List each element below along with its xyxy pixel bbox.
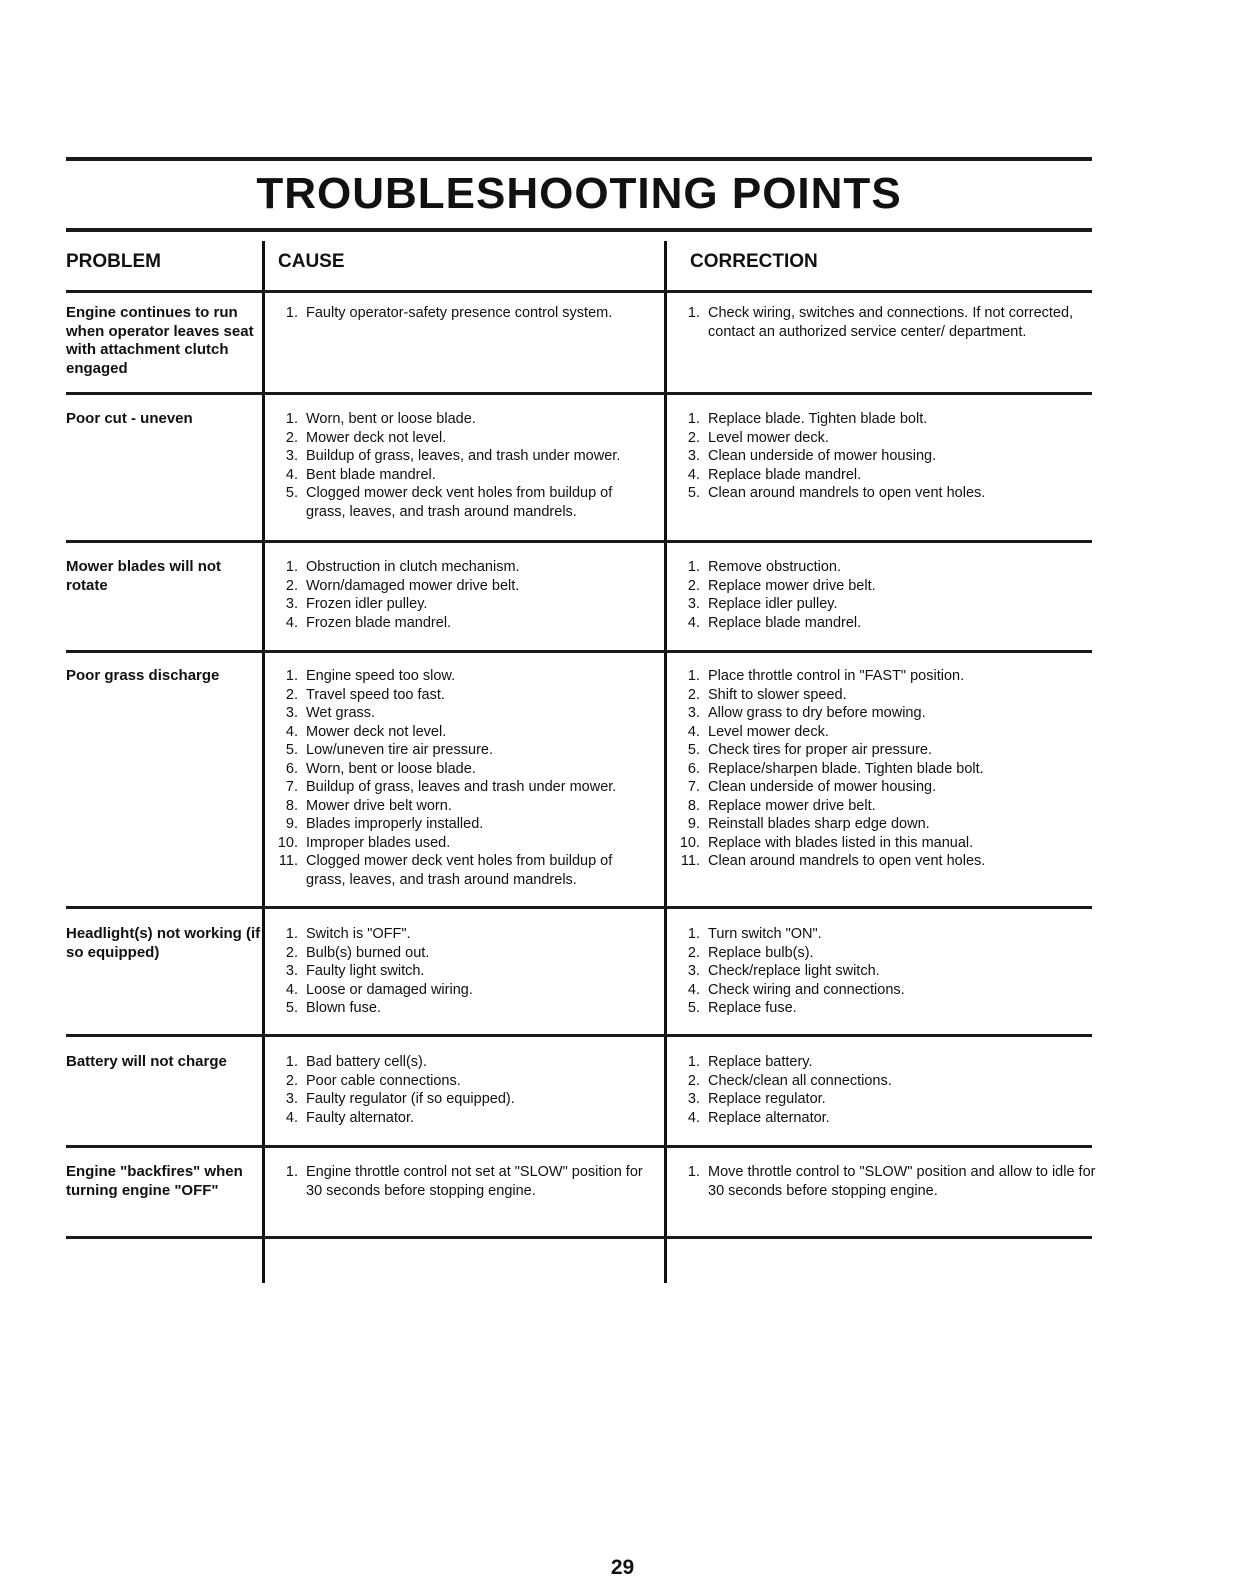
item-number: 2. xyxy=(285,1072,298,1089)
page-title: TROUBLESHOOTING POINTS xyxy=(256,169,902,218)
item-number: 1. xyxy=(687,1054,700,1070)
correction-item xyxy=(676,704,1096,723)
item-text: Poor cable connections. xyxy=(306,1072,461,1089)
cause-item xyxy=(274,1109,654,1128)
item-number: 7. xyxy=(687,779,700,795)
correction-item xyxy=(676,797,1096,816)
item-text: Check wiring, switches and connections. If not corrected, contact an authorized service center/ department. xyxy=(708,305,1074,340)
item-text: Bad battery cell(s). xyxy=(306,1054,427,1070)
correction-item xyxy=(676,834,1096,853)
item-text: Allow grass to dry before mowing. xyxy=(708,705,926,721)
item-text: Worn/damaged mower drive belt. xyxy=(306,577,520,594)
cause-item xyxy=(274,577,654,596)
correction-item xyxy=(676,304,1096,341)
item-number: 1. xyxy=(285,411,298,427)
item-text: Switch is "OFF". xyxy=(306,926,411,942)
correction-list xyxy=(676,1163,1096,1200)
cause-item xyxy=(274,741,654,760)
cause-list xyxy=(274,558,654,632)
correction-item xyxy=(676,760,1096,779)
item-text: Frozen idler pulley. xyxy=(306,596,428,612)
item-number: 8. xyxy=(687,797,700,814)
problem-text: Battery will not charge xyxy=(66,1053,227,1070)
item-number: 1. xyxy=(687,926,700,942)
item-text: Travel speed too fast. xyxy=(306,686,445,703)
item-text: Clean around mandrels to open vent holes. xyxy=(708,485,986,501)
title-top-rule xyxy=(66,157,1092,161)
cause-item xyxy=(274,962,654,981)
row-separator xyxy=(66,1034,1092,1037)
cause-item xyxy=(274,852,654,889)
item-text: Mower deck not level. xyxy=(306,429,447,446)
cause-item xyxy=(274,595,654,614)
item-number: 5. xyxy=(285,1000,298,1016)
correction-item xyxy=(676,1163,1096,1200)
problem-text: Poor cut - uneven xyxy=(66,410,193,427)
item-text: Reinstall blades sharp edge down. xyxy=(708,816,930,832)
item-text: Faulty alternator. xyxy=(306,1109,414,1126)
cause-list xyxy=(274,304,654,323)
problem-text: Engine "backfires" when turning engine "OFF" xyxy=(66,1163,243,1199)
item-number: 4. xyxy=(285,981,298,998)
correction-item xyxy=(676,981,1096,1000)
cause-item xyxy=(274,944,654,963)
correction-item xyxy=(676,741,1096,760)
item-number: 4. xyxy=(687,614,700,631)
correction-item xyxy=(676,686,1096,705)
item-number: 9. xyxy=(285,816,298,832)
item-number: 5. xyxy=(285,742,298,758)
item-number: 1. xyxy=(285,926,298,942)
item-number: 2. xyxy=(285,577,298,594)
item-number: 3. xyxy=(687,705,700,721)
item-number: 5. xyxy=(687,1000,700,1016)
item-number: 4. xyxy=(285,614,298,631)
correction-item xyxy=(676,614,1096,633)
item-text: Improper blades used. xyxy=(306,834,451,851)
cause-item xyxy=(274,667,654,686)
cause-item xyxy=(274,981,654,1000)
correction-item xyxy=(676,1090,1096,1109)
item-text: Clean underside of mower housing. xyxy=(708,779,937,795)
cause-list xyxy=(274,667,654,889)
cause-item xyxy=(274,1053,654,1072)
cause-item xyxy=(274,1090,654,1109)
item-text: Replace with blades listed in this manual. xyxy=(708,834,974,851)
item-text: Replace/sharpen blade. Tighten blade bolt. xyxy=(708,760,984,777)
cause-item xyxy=(274,760,654,779)
problem-text: Mower blades will not rotate xyxy=(66,558,222,594)
item-number: 1. xyxy=(687,1164,700,1180)
header-cause: CAUSE xyxy=(278,251,345,272)
cause-item xyxy=(274,484,654,521)
item-number: 1. xyxy=(285,559,298,575)
correction-item xyxy=(676,558,1096,577)
correction-item xyxy=(676,778,1096,797)
item-text: Engine throttle control not set at "SLOW" position for 30 seconds before stopping engine. xyxy=(306,1164,643,1199)
cause-item xyxy=(274,778,654,797)
item-text: Level mower deck. xyxy=(708,429,829,446)
cause-item xyxy=(274,815,654,834)
item-text: Replace regulator. xyxy=(708,1091,826,1107)
header-rule xyxy=(66,290,1092,293)
item-text: Replace fuse. xyxy=(708,1000,797,1016)
item-number: 2. xyxy=(687,686,700,703)
correction-list xyxy=(676,925,1096,1018)
cause-item xyxy=(274,704,654,723)
correction-item xyxy=(676,484,1096,503)
item-text: Level mower deck. xyxy=(708,723,829,740)
item-text: Turn switch "ON". xyxy=(708,926,822,942)
correction-item xyxy=(676,1072,1096,1091)
correction-item xyxy=(676,577,1096,596)
correction-item xyxy=(676,815,1096,834)
cause-item xyxy=(274,466,654,485)
correction-list xyxy=(676,667,1096,871)
row-separator xyxy=(66,540,1092,543)
cause-item xyxy=(274,1072,654,1091)
item-number: 4. xyxy=(285,723,298,740)
correction-item xyxy=(676,410,1096,429)
item-text: Check wiring and connections. xyxy=(708,981,905,998)
correction-item xyxy=(676,1053,1096,1072)
cause-list xyxy=(274,925,654,1018)
item-number: 3. xyxy=(687,448,700,464)
correction-item xyxy=(676,852,1096,871)
item-text: Faulty operator-safety presence control system. xyxy=(306,305,613,321)
item-text: Faulty light switch. xyxy=(306,963,425,979)
column-divider-right xyxy=(664,241,667,1283)
page-number: 29 xyxy=(610,1556,635,1579)
cause-list xyxy=(274,410,654,521)
item-number: 3. xyxy=(285,448,298,464)
item-text: Replace bulb(s). xyxy=(708,944,814,961)
cause-item xyxy=(274,410,654,429)
item-text: Replace mower drive belt. xyxy=(708,577,876,594)
item-text: Replace idler pulley. xyxy=(708,596,838,612)
item-number: 9. xyxy=(687,816,700,832)
correction-item xyxy=(676,466,1096,485)
row-separator xyxy=(66,1236,1092,1239)
item-number: 1. xyxy=(687,305,700,321)
correction-item xyxy=(676,999,1096,1018)
correction-item xyxy=(676,429,1096,448)
header-correction: CORRECTION xyxy=(690,251,818,272)
item-text: Clogged mower deck vent holes from buildup of grass, leaves, and trash around mandrels. xyxy=(306,853,613,888)
correction-list xyxy=(676,558,1096,632)
correction-item xyxy=(676,447,1096,466)
item-number: 5. xyxy=(285,485,298,501)
item-number: 2. xyxy=(687,1072,700,1089)
item-number: 4. xyxy=(285,1109,298,1126)
cause-item xyxy=(274,614,654,633)
item-number: 1. xyxy=(687,559,700,575)
item-number: 10. xyxy=(277,834,298,851)
item-text: Blades improperly installed. xyxy=(306,816,484,832)
correction-item xyxy=(676,595,1096,614)
item-number: 1. xyxy=(687,411,700,427)
item-text: Buildup of grass, leaves, and trash under mower. xyxy=(306,448,621,464)
item-text: Bent blade mandrel. xyxy=(306,466,436,483)
item-number: 2. xyxy=(285,686,298,703)
cause-item xyxy=(274,999,654,1018)
item-number: 6. xyxy=(687,760,700,777)
correction-item xyxy=(676,667,1096,686)
item-number: 3. xyxy=(285,705,298,721)
correction-list xyxy=(676,410,1096,503)
item-number: 2. xyxy=(687,577,700,594)
item-number: 2. xyxy=(285,944,298,961)
item-text: Frozen blade mandrel. xyxy=(306,614,452,631)
item-number: 5. xyxy=(687,485,700,501)
cause-list xyxy=(274,1163,654,1200)
item-text: Check tires for proper air pressure. xyxy=(708,742,933,758)
item-number: 3. xyxy=(687,596,700,612)
item-text: Shift to slower speed. xyxy=(708,686,847,703)
item-number: 4. xyxy=(687,466,700,483)
cause-item xyxy=(274,1163,654,1200)
item-number: 2. xyxy=(687,429,700,446)
item-text: Blown fuse. xyxy=(306,1000,381,1016)
item-number: 3. xyxy=(285,596,298,612)
item-text: Place throttle control in "FAST" position. xyxy=(708,668,965,684)
cause-item xyxy=(274,686,654,705)
problem-text: Engine continues to run when operator leaves seat with attachment clutch engaged xyxy=(66,304,254,377)
item-text: Low/uneven tire air pressure. xyxy=(306,742,493,758)
item-text: Check/replace light switch. xyxy=(708,963,880,979)
title-bottom-rule xyxy=(66,228,1092,232)
cause-item xyxy=(274,558,654,577)
item-text: Loose or damaged wiring. xyxy=(306,981,473,998)
header-problem: PROBLEM xyxy=(66,251,161,272)
item-number: 3. xyxy=(285,963,298,979)
cause-item xyxy=(274,723,654,742)
row-separator xyxy=(66,650,1092,653)
row-separator xyxy=(66,1145,1092,1148)
cause-list xyxy=(274,1053,654,1127)
item-text: Replace blade mandrel. xyxy=(708,466,862,483)
item-text: Remove obstruction. xyxy=(708,559,841,575)
correction-item xyxy=(676,925,1096,944)
correction-item xyxy=(676,962,1096,981)
item-text: Replace battery. xyxy=(708,1054,813,1070)
item-number: 3. xyxy=(285,1091,298,1107)
item-number: 1. xyxy=(285,305,298,321)
item-text: Worn, bent or loose blade. xyxy=(306,760,476,777)
item-number: 2. xyxy=(687,944,700,961)
item-number: 3. xyxy=(687,1091,700,1107)
item-text: Clean underside of mower housing. xyxy=(708,448,937,464)
item-number: 1. xyxy=(687,668,700,684)
item-text: Replace blade. Tighten blade bolt. xyxy=(708,411,928,427)
item-text: Engine speed too slow. xyxy=(306,668,456,684)
item-number: 11. xyxy=(278,853,298,869)
cause-item xyxy=(274,925,654,944)
item-number: 2. xyxy=(285,429,298,446)
cause-item xyxy=(274,834,654,853)
correction-list xyxy=(676,304,1096,341)
item-number: 4. xyxy=(687,1109,700,1126)
item-text: Worn, bent or loose blade. xyxy=(306,411,476,427)
item-number: 4. xyxy=(285,466,298,483)
item-text: Mower deck not level. xyxy=(306,723,447,740)
item-number: 1. xyxy=(285,668,298,684)
cause-item xyxy=(274,429,654,448)
item-number: 11. xyxy=(680,853,700,869)
item-text: Move throttle control to "SLOW" position and allow to idle for 30 seconds before stopping engine. xyxy=(708,1164,1096,1199)
correction-item xyxy=(676,723,1096,742)
item-text: Buildup of grass, leaves and trash under mower. xyxy=(306,779,617,795)
item-number: 7. xyxy=(285,779,298,795)
row-separator xyxy=(66,906,1092,909)
item-number: 6. xyxy=(285,760,298,777)
item-number: 10. xyxy=(679,834,700,851)
item-text: Replace blade mandrel. xyxy=(708,614,862,631)
item-number: 1. xyxy=(285,1164,298,1180)
item-text: Replace mower drive belt. xyxy=(708,797,876,814)
item-number: 3. xyxy=(687,963,700,979)
cause-item xyxy=(274,304,654,323)
item-text: Obstruction in clutch mechanism. xyxy=(306,559,520,575)
problem-text: Headlight(s) not working (if so equipped) xyxy=(66,925,261,961)
problem-text: Poor grass discharge xyxy=(66,667,220,684)
column-divider-left xyxy=(262,241,265,1283)
item-text: Clogged mower deck vent holes from buildup of grass, leaves, and trash around mandrels. xyxy=(306,485,613,520)
item-text: Bulb(s) burned out. xyxy=(306,944,430,961)
item-text: Replace alternator. xyxy=(708,1109,830,1126)
row-separator xyxy=(66,392,1092,395)
correction-item xyxy=(676,1109,1096,1128)
item-text: Check/clean all connections. xyxy=(708,1072,892,1089)
item-number: 4. xyxy=(687,723,700,740)
cause-item xyxy=(274,797,654,816)
item-text: Clean around mandrels to open vent holes. xyxy=(708,853,986,869)
item-text: Wet grass. xyxy=(306,705,376,721)
correction-item xyxy=(676,944,1096,963)
correction-list xyxy=(676,1053,1096,1127)
item-text: Faulty regulator (if so equipped). xyxy=(306,1091,515,1107)
item-number: 5. xyxy=(687,742,700,758)
item-number: 8. xyxy=(285,797,298,814)
item-number: 4. xyxy=(687,981,700,998)
item-text: Mower drive belt worn. xyxy=(306,797,452,814)
cause-item xyxy=(274,447,654,466)
item-number: 1. xyxy=(285,1054,298,1070)
